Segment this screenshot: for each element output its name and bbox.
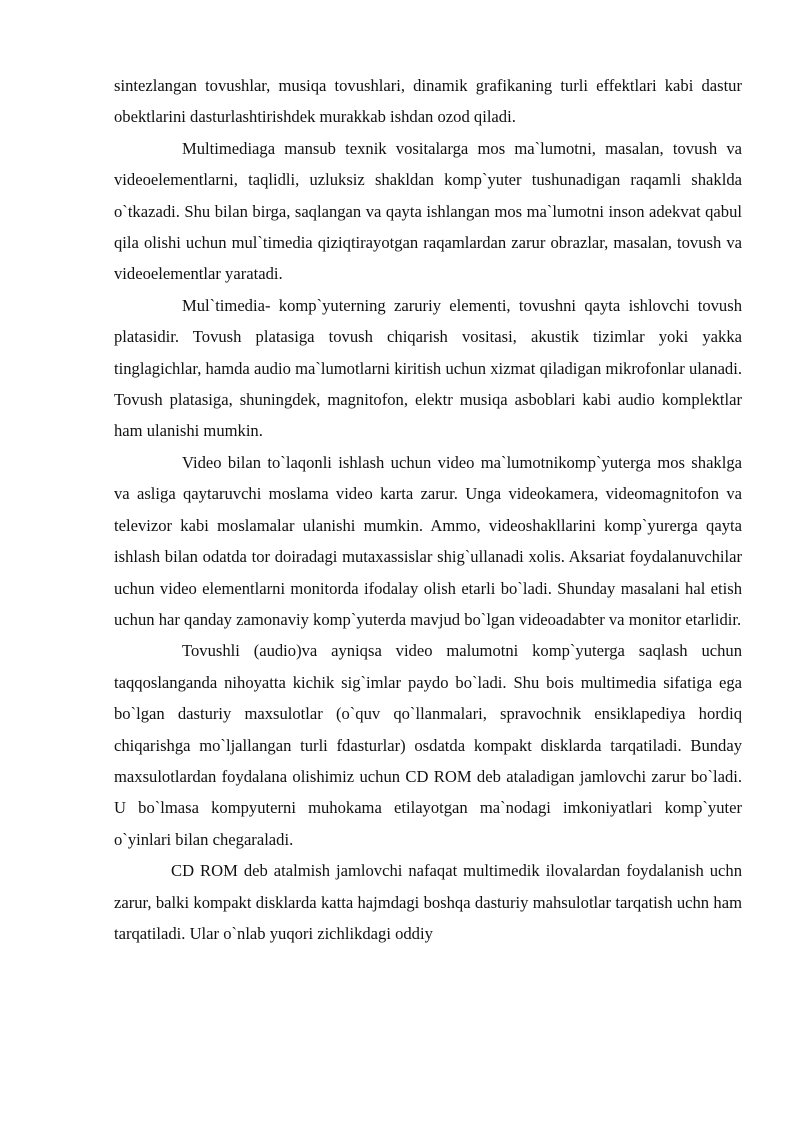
paragraph-sound-card: Mul`timedia- komp`yuterning zaruriy elementi, tovushni qayta ishlovchi tovush platasidir. Tovush platasiga tovush chiqarish vositasi, akustik tizimlar yoki yakka tinglagichlar, hamda audio ma`lumotlarni kiritish uchun xizmat qiladigan mikrofonlar ulanadi. Tovush platasiga, shuningdek, magnitofon, elektr musiqa asboblari kabi audio komplektlar ham ulanishi mumkin.: [114, 295, 742, 441]
paragraph-continuation: sintezlangan tovushlar, musiqa tovushlari, dinamik grafikaning turli effektlari kabi dastur obektlarini dasturlashtirishdek murakkab ishdan ozod qiladi.: [114, 76, 742, 127]
paragraph-multimedia-hardware: Multimediaga mansub texnik vositalarga mos ma`lumotni, masalan, tovush va videoelementlarni, taqlidli, uzluksiz shakldan komp`yuter tushunadigan raqamli shaklda o`tkazadi. Shu bilan birga, saqlangan va qayta ishlangan mos ma`lumotni inson adekvat qabul qila olishi uchun mul`timedia qiziqtirayotgan raqamlardan zarur obrazlar, masalan, tovush va videoelementlar yaratadi.: [114, 138, 742, 284]
document-body: [114, 70, 742, 949]
paragraph-cd-rom: CD ROM deb atalmish jamlovchi nafaqat multimedik ilovalardan foydalanish uchn zarur, balki kompakt disklarda katta hajmdagi boshqa dasturiy mahsulotlar tarqatish uchn ham tarqatiladi. Ular o`nlab yuqori zichlikdagi oddiy: [114, 861, 742, 943]
paragraph-storage: Tovushli (audio)va ayniqsa video malumotni komp`yuterga saqlash uchun taqqoslanganda nihoyatta kichik sig`imlar paydo bo`ladi. Shu bois multimedia sifatiga ega bo`lgan dasturiy maxsulotlar (o`quv qo`llanmalari, spravochnik ensiklapediya hordiq chiqarishga mo`ljallangan turli fdasturlar) osdatda kompakt disklarda tarqatiladi. Bunday maxsulotlardan foydalana olishimiz uchun CD ROM deb ataladigan jamlovchi zarur bo`ladi. U bo`lmasa kompyuterni muhokama etilayotgan ma`nodagi imkoniyatlari komp`yuter o`yinlari bilan chegaraladi.: [114, 641, 742, 849]
paragraph-video-card: Video bilan to`laqonli ishlash uchun video ma`lumotnikomp`yuterga mos shaklga va asliga qaytaruvchi moslama video karta zarur. Unga videokamera, videomagnitofon va televizor kabi moslamalar ulanishi mumkin. Ammo, videoshakllarini komp`yurerga qayta ishlash bilan odatda tor doiradagi mutaxassislar shig`ullanadi xolis. Aksariat foydalanuvchilar uchun video elementlarni monitorda ifodalay olish etarli bo`ladi. Shunday masalani hal etish uchun har qanday zamonaviy komp`yuterda mavjud bo`lgan videoadabter va monitor etarlidir.: [114, 452, 742, 629]
